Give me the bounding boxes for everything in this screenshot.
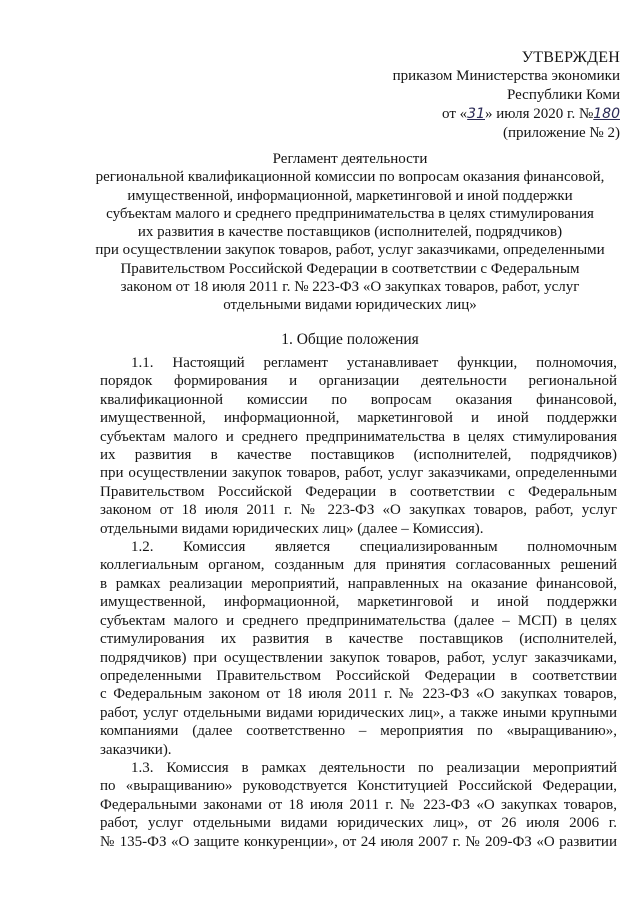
title-line: Регламент деятельности: [272, 151, 428, 167]
title-line: отдельными видами юридических лиц»: [223, 297, 477, 314]
section-heading: 1. Общие положения: [281, 331, 419, 348]
approval-order-line: приказом Министерства экономики: [392, 68, 620, 84]
title-line: законом от 18 июля 2011 г. № 223-ФЗ «О закупках товаров, работ, услуг: [120, 279, 580, 296]
paragraph-line: 1.2. Комиссия является специализированным полномочным: [131, 539, 617, 556]
paragraph-line: субъектам малого и среднего предпринимательства в целях стимулирования: [100, 428, 617, 445]
paragraph-line: 1.1. Настоящий регламент устанавливает функции, полномочия,: [131, 355, 617, 371]
paragraph-line: законом от 18 июля 2011 г. № 223-ФЗ «О закупках товаров, работ, услуг: [100, 502, 617, 519]
paragraph-line: порядок формирования и организации деятельности региональной: [100, 373, 617, 390]
paragraph-line: квалификационной комиссии по вопросам оказания финансовой,: [100, 391, 617, 408]
paragraph-line: отдельными видами юридических лиц» (далее – Комиссия).: [100, 520, 484, 537]
paragraph-line: субъектам малого и среднего предпринимательства (далее – МСП) в целях: [100, 612, 617, 629]
title-line: имущественной, информационной, маркетинговой и иной поддержки: [127, 187, 573, 204]
paragraph-line: с Федеральным законом от 18 июля 2011 г. № 223-ФЗ «О закупках товаров,: [100, 686, 617, 703]
paragraph-line: компаниями (далее соответственно – мероприятия по «выращиванию»,: [100, 723, 617, 740]
title-line: субъектам малого и среднего предпринимательства в целях стимулирования: [106, 205, 594, 222]
paragraph-line: в рамках реализации мероприятий, направленных на оказание финансовой,: [100, 575, 617, 592]
approval-appendix-line: (приложение № 2): [502, 125, 620, 141]
approval-date-line: [290, 105, 620, 124]
approval-heading: УТВЕРЖДЕН: [521, 49, 620, 66]
paragraph-line: Федеральными законами от 18 июля 2011 г. № 223-ФЗ «О закупках товаров,: [100, 796, 617, 813]
approval-stamp: [290, 48, 620, 143]
handwritten-order-number: 180: [593, 106, 620, 122]
title-line: их развития в качестве поставщиков (исполнителей, подрядчиков): [137, 224, 563, 241]
paragraph-line: 1.3. Комиссия в рамках деятельности по реализации мероприятий: [131, 759, 617, 776]
paragraph-line: подрядчиков) при осуществлении закупок товаров, работ, услуг заказчиками,: [100, 649, 617, 666]
approval-date-prefix: от «: [442, 106, 468, 122]
paragraph-line: стимулирования их развития в качестве поставщиков (исполнителей,: [100, 631, 617, 648]
section-body: [100, 354, 617, 851]
paragraph-line: работ, услуг отдельными видами юридических лиц», а также иными крупными: [100, 704, 617, 721]
approval-date-middle: » июля 2020 г. №: [484, 106, 594, 122]
title-line: Правительством Российской Федерации в соответствии с Федеральным: [120, 260, 580, 277]
title-line: при осуществлении закупок товаров, работ, услуг заказчиками, определенными: [95, 242, 605, 259]
paragraph-line: работ, услуг отдельными видами юридических лиц», от 26 июля 2006 г.: [100, 815, 617, 832]
paragraph-line: коллегиальным органом, созданным для принятия согласованных решений: [100, 557, 617, 574]
paragraph-line: определенными Правительством Российской Федерации в соответствии: [100, 667, 617, 684]
paragraph-line: при осуществлении закупок товаров, работ, услуг заказчиками, определенными: [100, 465, 617, 482]
paragraph-line: № 135-ФЗ «О защите конкуренции», от 24 июля 2007 г. № 209-ФЗ «О развитии: [100, 833, 617, 850]
paragraph-line: по «выращиванию» руководствуется Конституцией Российской Федерации,: [100, 778, 617, 795]
approval-republic-line: Республики Коми: [507, 87, 620, 103]
document-title: [80, 150, 620, 315]
handwritten-day: 31: [467, 106, 485, 122]
paragraph-line: имущественной, информационной, маркетинговой и иной поддержки: [100, 594, 617, 611]
paragraph-line: их развития в качестве поставщиков (исполнителей, подрядчиков): [100, 447, 617, 464]
paragraph-line: Правительством Российской Федерации в соответствии с Федеральным: [100, 483, 617, 500]
paragraph-line: имущественной, информационной, маркетинговой и иной поддержки: [100, 410, 617, 427]
paragraph-line: заказчики).: [100, 741, 172, 758]
title-line: региональной квалификационной комиссии по вопросам оказания финансовой,: [95, 169, 605, 186]
